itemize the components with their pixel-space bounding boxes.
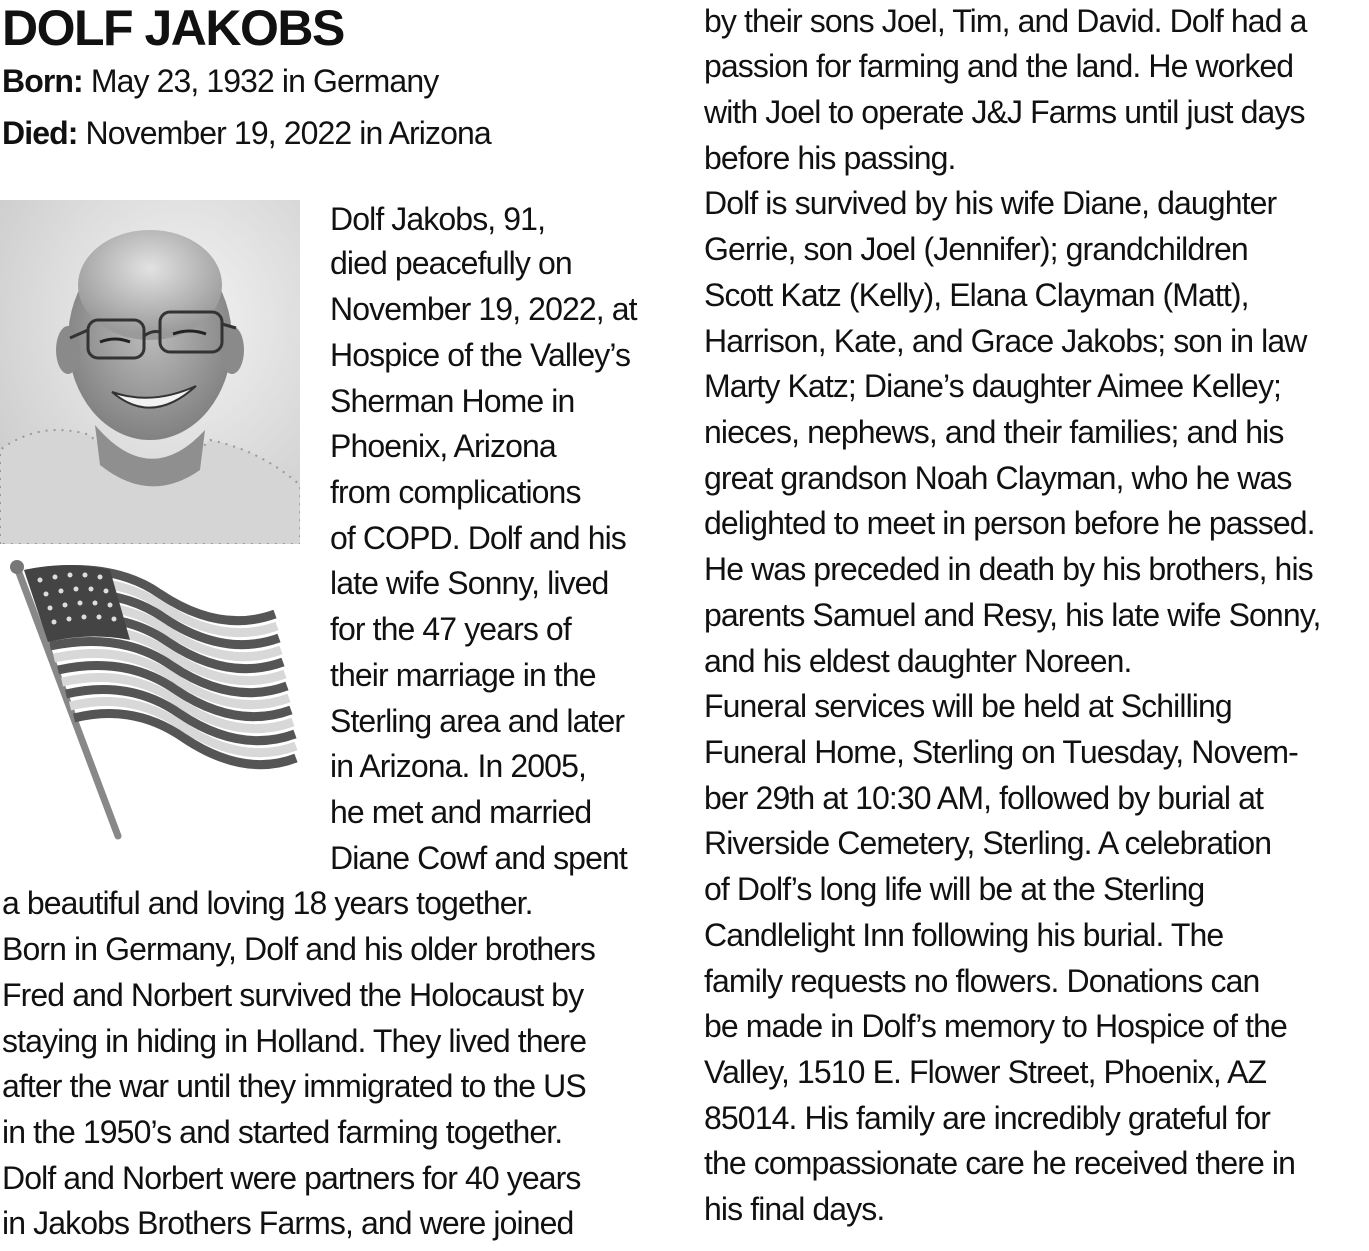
text-line: November 19, 2022, at <box>330 291 637 327</box>
obituary-title: DOLF JAKOBS <box>2 0 344 56</box>
text-line: Gerrie, son Joel (Jennifer); grandchildren <box>704 231 1248 267</box>
text-line: 85014. His family are incredibly grateful for <box>704 1100 1271 1136</box>
text-line: their marriage in the <box>330 657 596 693</box>
text-line: with Joel to operate J&J Farms until just days <box>704 94 1305 130</box>
text-line: delighted to meet in person before he passed. <box>704 505 1315 541</box>
text-line: and his eldest daughter Noreen. <box>704 643 1132 679</box>
text-line: Scott Katz (Kelly), Elana Clayman (Matt), <box>704 277 1249 313</box>
text-line: in the 1950’s and started farming together. <box>2 1114 563 1150</box>
text-line: of COPD. Dolf and his <box>330 520 626 556</box>
text-line: the compassionate care he received there in <box>704 1145 1296 1181</box>
born-value: May 23, 1932 in Germany <box>90 63 439 99</box>
died-label: Died: <box>2 115 78 151</box>
born-label: Born: <box>2 63 83 99</box>
text-line: late wife Sonny, lived <box>330 565 609 601</box>
text-line: Dolf is survived by his wife Diane, daughter <box>704 185 1277 221</box>
text-line: after the war until they immigrated to the US <box>2 1068 586 1104</box>
text-line: Sherman Home in <box>330 383 575 419</box>
text-line: from complications <box>330 474 581 510</box>
text-line: died peacefully on <box>330 245 572 281</box>
died-value: November 19, 2022 in Arizona <box>85 115 491 151</box>
text-line: in Jakobs Brothers Farms, and were joined <box>2 1205 574 1241</box>
died-line <box>2 110 491 156</box>
text-line: Sterling area and later <box>330 703 625 739</box>
text-line: ber 29th at 10:30 AM, followed by burial at <box>704 780 1264 816</box>
text-line: Riverside Cemetery, Sterling. A celebration <box>704 825 1272 861</box>
text-line: Funeral Home, Sterling on Tuesday, Novem- <box>704 734 1298 770</box>
text-line: Diane Cowf and spent <box>330 840 627 876</box>
text-line: before his passing. <box>704 140 956 176</box>
text-line: Hospice of the Valley’s <box>330 337 631 373</box>
text-line: Valley, 1510 E. Flower Street, Phoenix, AZ <box>704 1054 1267 1090</box>
text-line: passion for farming and the land. He worked <box>704 48 1294 84</box>
flag-icon <box>0 554 300 854</box>
text-line: Harrison, Kate, and Grace Jakobs; son in law <box>704 323 1307 359</box>
text-line: Dolf and Norbert were partners for 40 years <box>2 1160 581 1196</box>
text-line: staying in hiding in Holland. They lived there <box>2 1023 587 1059</box>
text-line: Candlelight Inn following his burial. The <box>704 917 1224 953</box>
born-line <box>2 58 438 104</box>
text-line: in Arizona. In 2005, <box>330 748 586 784</box>
text-line: Marty Katz; Diane’s daughter Aimee Kelley; <box>704 368 1282 404</box>
text-line: his final days. <box>704 1191 885 1227</box>
text-line: he met and married <box>330 794 592 830</box>
text-line: He was preceded in death by his brothers, his <box>704 551 1313 587</box>
text-line: by their sons Joel, Tim, and David. Dolf had a <box>704 3 1307 39</box>
text-line: of Dolf’s long life will be at the Sterling <box>704 871 1205 907</box>
text-line: family requests no flowers. Donations can <box>704 963 1260 999</box>
text-line: Phoenix, Arizona <box>330 428 556 464</box>
text-line: Funeral services will be held at Schilling <box>704 688 1232 724</box>
text-line: a beautiful and loving 18 years together. <box>2 885 533 921</box>
text-line: Dolf Jakobs, 91, <box>330 201 546 237</box>
text-line: for the 47 years of <box>330 611 571 647</box>
text-line: be made in Dolf’s memory to Hospice of the <box>704 1008 1287 1044</box>
portrait-photo <box>0 200 300 544</box>
text-line: nieces, nephews, and their families; and his <box>704 414 1284 450</box>
text-line: Born in Germany, Dolf and his older brothers <box>2 931 595 967</box>
text-line: Fred and Norbert survived the Holocaust by <box>2 977 584 1013</box>
text-line: parents Samuel and Resy, his late wife Sonny, <box>704 597 1321 633</box>
text-line: great grandson Noah Clayman, who he was <box>704 460 1292 496</box>
